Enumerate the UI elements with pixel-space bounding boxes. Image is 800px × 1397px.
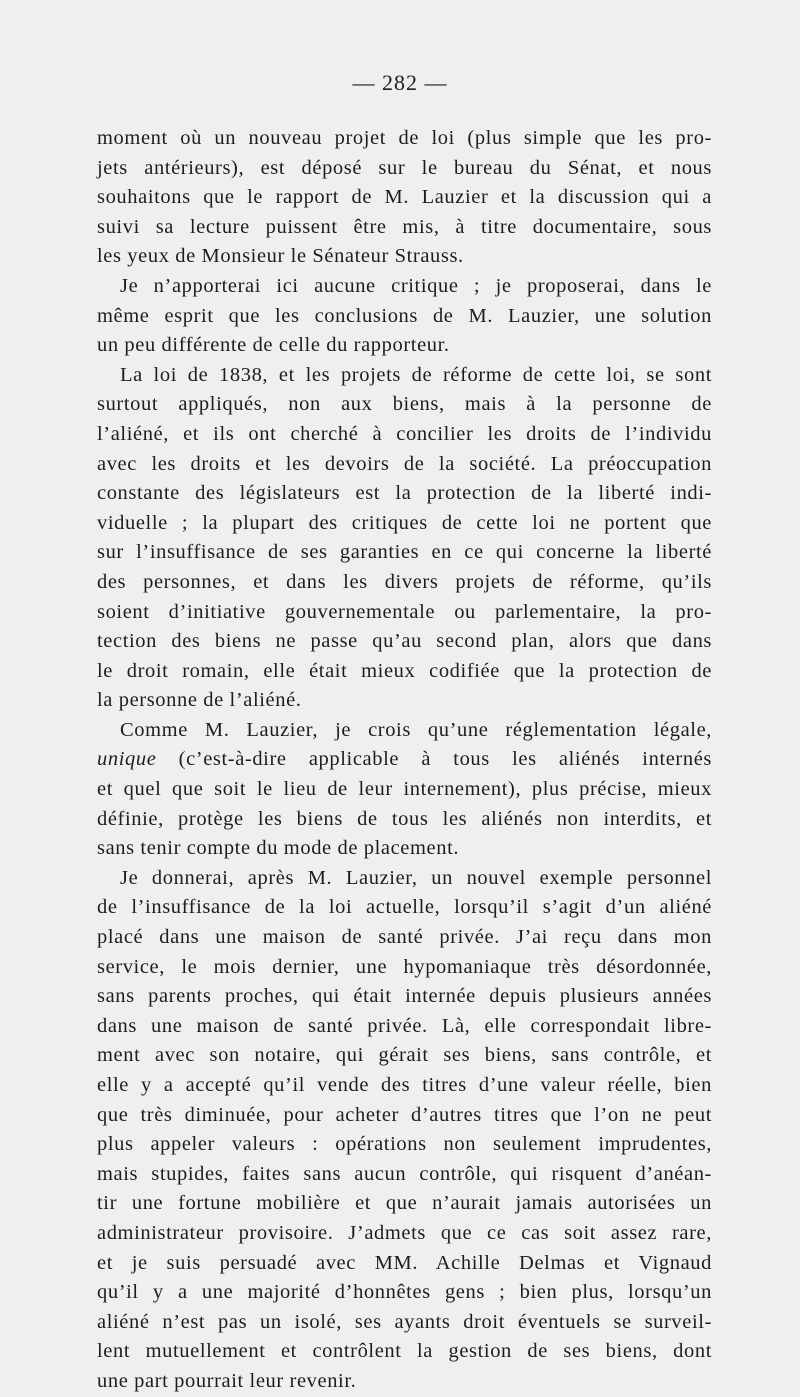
text-line: viduelle ; la plupart des critiques de cette loi ne portent que (97, 511, 712, 534)
text-line: service, le mois dernier, une hypomaniaque très désordonnée, (97, 955, 712, 978)
text-line: des personnes, et dans les divers projets de réforme, qu’ils (97, 570, 712, 593)
text-line: moment où un nouveau projet de loi (plus simple que les pro- (97, 127, 712, 149)
text-line: suivi sa lecture puissent être mis, à titre documentaire, sous (97, 215, 712, 238)
italic-word: unique (97, 748, 157, 771)
text-line: plus appeler valeurs : opérations non seulement imprudentes, (97, 1133, 712, 1156)
text-line: mais stupides, faites sans aucun contrôle, qui risquent d’anéan- (97, 1162, 712, 1185)
text-line: que très diminuée, pour acheter d’autres titres que l’on ne peut (97, 1103, 712, 1126)
page-number: — 282 — (352, 70, 448, 95)
text-line: soient d’initiative gouvernementale ou parlementaire, la pro- (97, 600, 712, 623)
text-line: jets antérieurs), est déposé sur le bureau du Sénat, et nous (97, 156, 712, 179)
text-line (97, 745, 712, 775)
text-line: sans parents proches, qui était internée depuis plusieurs années (97, 985, 712, 1008)
text-line: une part pourrait leur revenir. (97, 1369, 357, 1392)
text-line: la personne de l’aliéné. (97, 689, 302, 712)
text-line: tir une fortune mobilière et que n’aurait jamais autorisées un (97, 1192, 712, 1215)
text-line: avec les droits et les devoirs de la société. La préoccupation (97, 452, 712, 475)
text-line: sur l’insuffisance de ses garanties en ce qui concerne la liberté (97, 541, 712, 564)
text-line: définie, protège les biens de tous les aliénés non interdits, et (97, 807, 712, 830)
text-line: placé dans une maison de santé privée. J’ai reçu dans mon (97, 926, 712, 949)
text-line: qu’il y a une majorité d’honnêtes gens ; bien plus, lorsqu’un (97, 1281, 712, 1304)
text-line: les yeux de Monsieur le Sénateur Strauss. (97, 245, 464, 268)
text-line: lent mutuellement et contrôlent la gestion de ses biens, dont (97, 1340, 712, 1363)
text-line: tection des biens ne passe qu’au second plan, alors que dans (97, 630, 712, 653)
text-line: et quel que soit le lieu de leur internement), plus précise, mieux (97, 778, 712, 801)
text-line: souhaitons que le rapport de M. Lauzier et la discussion qui a (97, 186, 712, 209)
text-line: aliéné n’est pas un isolé, ses ayants droit éventuels se surveil- (97, 1310, 712, 1333)
text-line: constante des législateurs est la protection de la liberté indi- (97, 482, 712, 505)
text-line: sans tenir compte du mode de placement. (97, 837, 460, 860)
text-line: elle y a accepté qu’il vende des titres d’une valeur réelle, bien (97, 1074, 712, 1096)
text-line: le droit romain, elle était mieux codifiée que la protection de (97, 659, 712, 682)
text-line-rest: (c’est-à-dire applicable à tous les aliénés internés (156, 748, 712, 771)
text-line: de l’insuffisance de la loi actuelle, lorsqu’il s’agit d’un aliéné (97, 896, 712, 919)
text-line: Je n’apporterai ici aucune critique ; je proposerai, dans le (120, 274, 712, 297)
body-text (97, 124, 712, 1397)
text-line: Je donnerai, après M. Lauzier, un nouvel exemple personnel (120, 866, 712, 889)
text-line: La loi de 1838, et les projets de réforme de cette loi, se sont (120, 363, 712, 386)
text-line: même esprit que les conclusions de M. Lauzier, une solution (97, 304, 712, 327)
text-line: l’aliéné, et ils ont cherché à concilier les droits de l’individu (97, 422, 712, 445)
text-line: Comme M. Lauzier, je crois qu’une réglementation légale, (120, 718, 712, 741)
text-line: un peu différente de celle du rapporteur. (97, 334, 450, 357)
text-line: surtout appliqués, non aux biens, mais à la personne de (97, 393, 712, 416)
text-line: administrateur provisoire. J’admets que ce cas soit assez rare, (97, 1221, 712, 1244)
text-line: dans une maison de santé privée. Là, elle correspondait libre- (97, 1014, 712, 1037)
text-line: ment avec son notaire, qui gérait ses biens, sans contrôle, et (97, 1044, 712, 1067)
text-line: et je suis persuadé avec MM. Achille Delmas et Vignaud (97, 1251, 712, 1274)
